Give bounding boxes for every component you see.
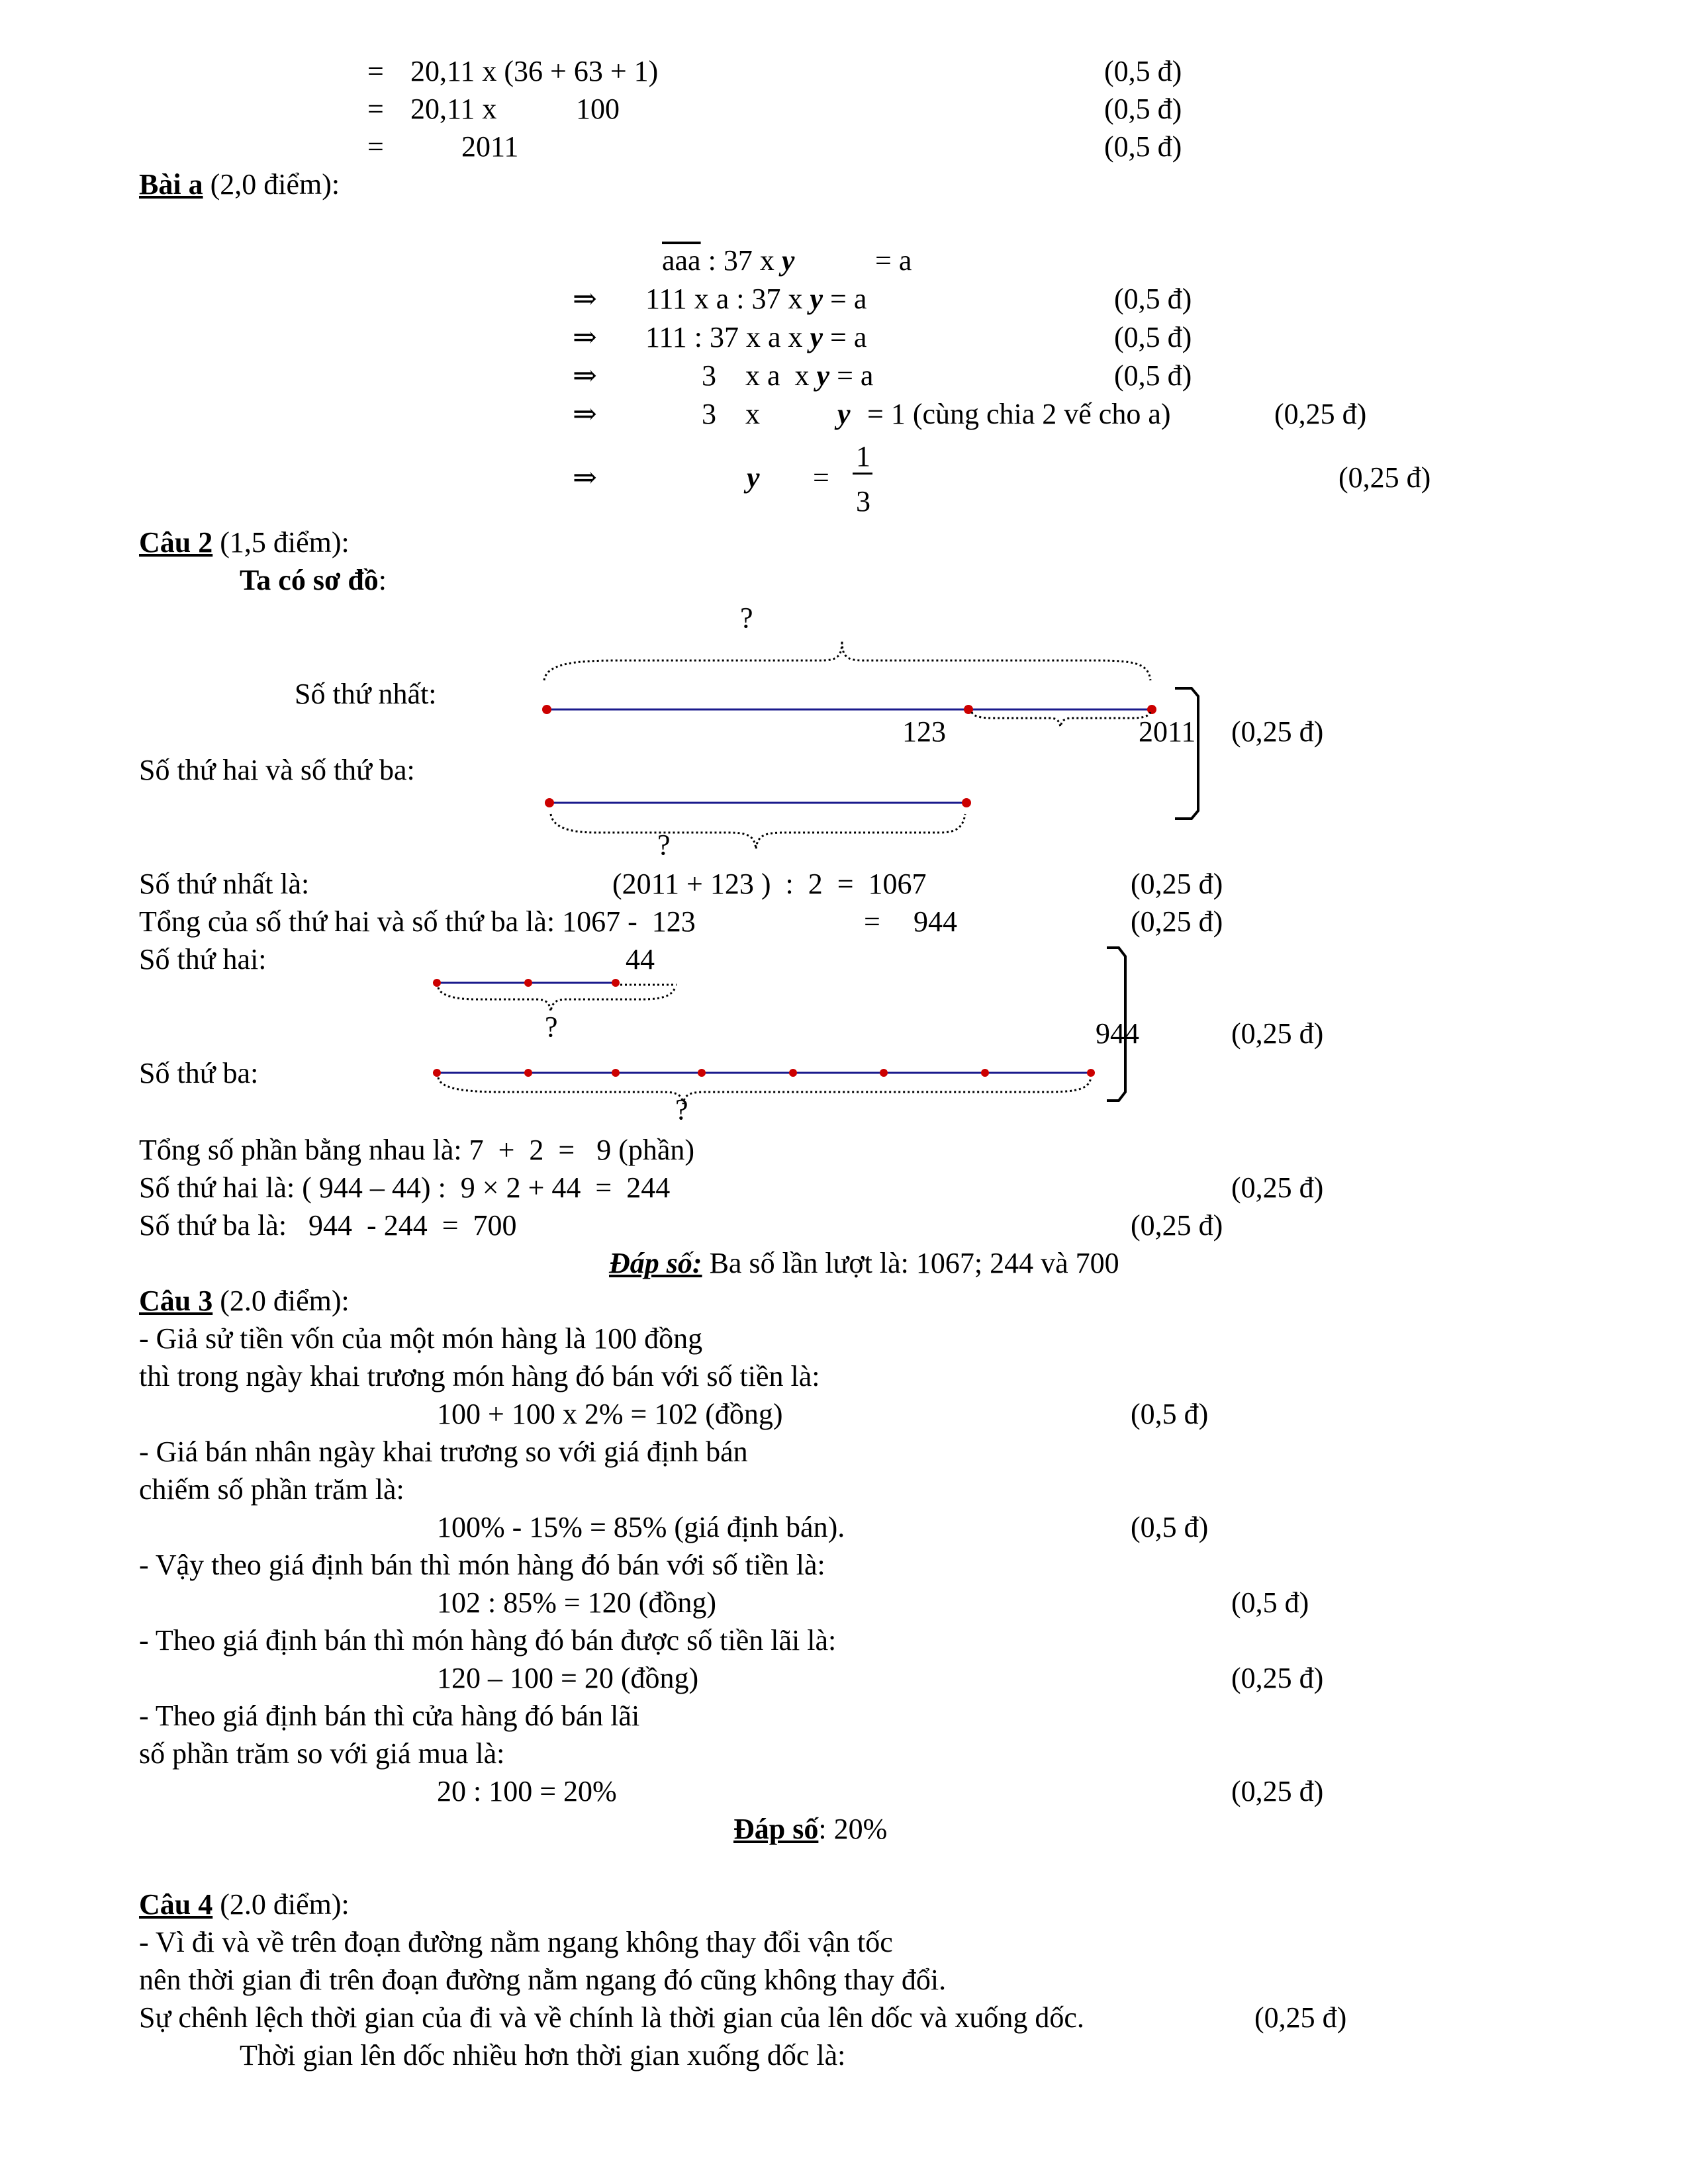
calc-line-3: 2011 (461, 130, 519, 163)
cau-4-heading: Câu 4 (2.0 điểm): (139, 1888, 350, 1921)
point (433, 1069, 441, 1077)
total-parts: Tổng số phần bằng nhau là: 7 + 2 = 9 (phần) (139, 1134, 695, 1166)
point (524, 1069, 532, 1077)
score: (0,5 đ) (1114, 283, 1192, 315)
text-line: - Vậy theo giá định bán thì món hàng đó bán với số tiền là: (139, 1549, 825, 1581)
expression: 120 – 100 = 20 (đồng) (437, 1662, 699, 1694)
point (612, 979, 620, 987)
point (698, 1069, 706, 1077)
fraction-denominator: 3 (856, 485, 870, 518)
eq-sign: = (367, 93, 384, 125)
score: (0,5 đ) (1231, 1586, 1309, 1619)
calc-line-1: 20,11 x (36 + 63 + 1) (410, 55, 659, 87)
var-y: y (747, 461, 760, 494)
eq-sign: = (813, 461, 829, 494)
score: (0,5 đ) (1104, 130, 1182, 163)
calc-line-2a: 20,11 x (410, 93, 497, 125)
score: (0,25 đ) (1131, 905, 1223, 938)
text-line: Sự chênh lệch thời gian của đi và về chính là thời gian của lên dốc và xuống dốc. (139, 2001, 1084, 2034)
score: (0,5 đ) (1104, 55, 1182, 87)
value-2011: 2011 (1139, 715, 1196, 748)
value-44: 44 (626, 943, 655, 976)
implies-arrow: ⇒ (573, 461, 597, 494)
value-944: 944 (1096, 1017, 1139, 1050)
question-mark: ? (545, 1011, 558, 1043)
text-line: nên thời gian đi trên đoạn đường nằm ngang đó cũng không thay đổi. (139, 1964, 947, 1996)
value-944: 944 (914, 905, 957, 938)
expression: 100% - 15% = 85% (giá định bán). (437, 1511, 845, 1543)
score: (0,25 đ) (1131, 868, 1223, 900)
brace-under-second-number (438, 987, 675, 1011)
point (1087, 1069, 1095, 1077)
eq-sign: = (367, 55, 384, 87)
bai-a-heading: Bài a (2,0 điểm): (139, 168, 340, 201)
label-third-number: Số thứ ba: (139, 1057, 259, 1089)
point (981, 1069, 989, 1077)
eq-sign: = (864, 905, 880, 938)
score: (0,25 đ) (1231, 1662, 1324, 1694)
bai-a-line-4a: 3 x (702, 398, 760, 430)
label-first-number: Số thứ nhất: (295, 678, 437, 710)
answer-cau-2: Đáp số: Ba số lần lượt là: 1067; 244 và 700 (609, 1247, 1119, 1279)
text-line: Thời gian lên dốc nhiều hơn thời gian xuống dốc là: (240, 2039, 846, 2071)
implies-arrow: ⇒ (573, 321, 597, 353)
point (524, 979, 532, 987)
score: (0,25 đ) (1274, 398, 1367, 430)
point (612, 1069, 620, 1077)
bai-a-line-1: 111 x a : 37 x y = a (645, 283, 867, 315)
diagram-intro: Ta có sơ đồ: (240, 564, 387, 596)
question-mark: ? (675, 1093, 688, 1126)
point (433, 979, 441, 987)
text-line: chiếm số phần trăm là: (139, 1473, 404, 1506)
bai-a-line-3: 3 x a x y = a (702, 359, 874, 392)
bai-a-line-4b: = 1 (cùng chia 2 vế cho a) (867, 398, 1171, 430)
implies-arrow: ⇒ (573, 398, 597, 430)
implies-arrow: ⇒ (573, 283, 597, 315)
third-number-result: Số thứ ba là: 944 - 244 = 700 (139, 1209, 517, 1242)
bai-a-line-2: 111 : 37 x a x y = a (645, 321, 867, 353)
calc-line-2b: 100 (576, 93, 620, 125)
first-number-expr: (2011 + 123 ) : 2 = 1067 (612, 868, 927, 900)
label-second-third: Số thứ hai và số thứ ba: (139, 754, 415, 786)
label-second-number: Số thứ hai: (139, 943, 267, 976)
point (880, 1069, 888, 1077)
implies-arrow: ⇒ (573, 359, 597, 392)
score: (0,5 đ) (1131, 1511, 1209, 1543)
text-line: - Giả sử tiền vốn của một món hàng là 100 đồng (139, 1322, 703, 1355)
expression: 100 + 100 x 2% = 102 (đồng) (437, 1398, 783, 1430)
score: (0,25 đ) (1231, 1171, 1324, 1204)
text-line: thì trong ngày khai trương món hàng đó bán với số tiền là: (139, 1360, 820, 1392)
bai-a-line-0: $\overline{aaa}$ : 37 x y (662, 244, 795, 277)
text-line: - Giá bán nhân ngày khai trương so với giá định bán (139, 1435, 748, 1468)
second-number-result: Số thứ hai là: ( 944 – 44) : 9 × 2 + 44 = 244 (139, 1171, 671, 1204)
fraction-numerator: 1 (856, 440, 870, 473)
score: (0,5 đ) (1131, 1398, 1209, 1430)
score: (0,25 đ) (1231, 1775, 1324, 1807)
text-line: - Theo giá định bán thì món hàng đó bán được số tiền lãi là: (139, 1624, 837, 1657)
score: (0,25 đ) (1231, 715, 1324, 748)
var-y: y (837, 398, 851, 430)
value-123: 123 (902, 715, 946, 748)
expression: 20 : 100 = 20% (437, 1775, 617, 1807)
eq-sign: = (367, 130, 384, 163)
sum-second-third: Tổng của số thứ hai và số thứ ba là: 1067 - 123 (139, 905, 696, 938)
bai-a-line-0-rhs: = a (875, 244, 912, 277)
score: (0,5 đ) (1114, 321, 1192, 353)
cau-2-heading: Câu 2 (1,5 điểm): (139, 526, 350, 559)
score: (0,25 đ) (1338, 461, 1431, 494)
score: (0,25 đ) (1231, 1017, 1324, 1050)
brace-under-third-number (438, 1077, 1091, 1104)
cau-3-heading: Câu 3 (2.0 điểm): (139, 1285, 350, 1317)
question-mark: ? (657, 829, 671, 861)
question-mark: ? (740, 602, 753, 634)
expression: 102 : 85% = 120 (đồng) (437, 1586, 716, 1619)
score: (0,25 đ) (1254, 2001, 1347, 2034)
point (789, 1069, 797, 1077)
score: (0,5 đ) (1114, 359, 1192, 392)
answer-cau-3: Đáp số: 20% (733, 1813, 888, 1845)
score: (0,25 đ) (1131, 1209, 1223, 1242)
text-line: số phần trăm so với giá mua là: (139, 1737, 505, 1770)
first-number-label: Số thứ nhất là: (139, 868, 310, 900)
score: (0,5 đ) (1104, 93, 1182, 125)
text-line: - Theo giá định bán thì cửa hàng đó bán lãi (139, 1700, 640, 1732)
text-line: - Vì đi và về trên đoạn đường nằm ngang không thay đổi vận tốc (139, 1926, 893, 1958)
